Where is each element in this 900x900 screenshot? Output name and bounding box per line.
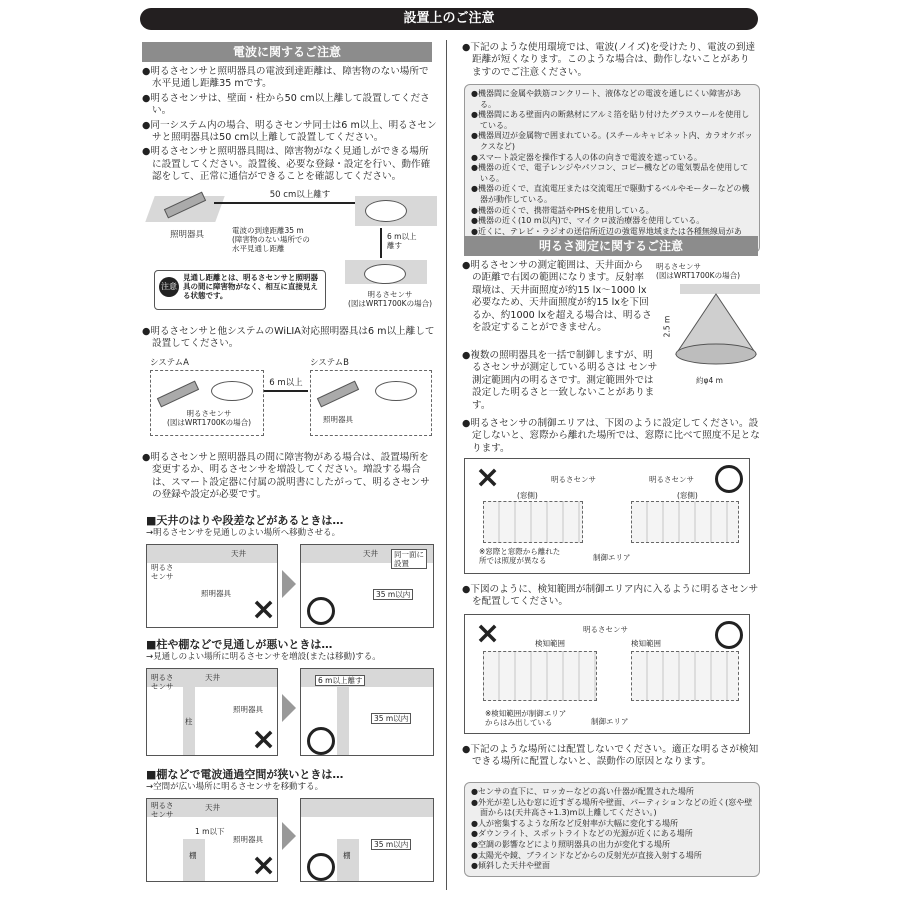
height-label: 2.5 m <box>662 315 672 338</box>
cone-shape <box>656 292 760 372</box>
case1-ng-box <box>146 544 278 628</box>
ceiling-label: 天井 <box>363 549 378 558</box>
case3-ng-box <box>146 798 278 882</box>
env-item: ●機器間に金属や鉄筋コンクリート、液体などの電波を通しにくい障害がある。 <box>471 89 742 109</box>
place-item: ●外光が差し込む窓に近すぎる場所や壁面、パーティションなどの近く(窓や壁面からは(天井高さ÷1.3)m以上離してください。) <box>471 797 753 818</box>
env-item: ●近くに、テレビ・ラジオの送信所近辺の強電界地域または各種無線局があ <box>471 226 742 236</box>
bullet: ●明るさセンサと他システムのWiLIA対応照明器具は6 m以上離して設置してください。 <box>142 326 435 350</box>
sensor-label: 明るさ センサ <box>151 563 174 581</box>
system-a-box <box>150 370 264 436</box>
ok-mark <box>307 597 335 625</box>
six-m-label: 6 m以上 離す <box>387 232 417 250</box>
dist-label: 35 m以内 <box>373 589 413 600</box>
luminaire-label: 照明器具 <box>323 415 353 424</box>
env-item: ●機器間にある壁面内の断熱材にアルミ箔を貼り付けたグラスウールを使用している。 <box>471 110 750 130</box>
bullet: ●下記のような場所には配置しないでください。適正な明るさが検知できる場所に配置しないと、誤動作の原因となります。 <box>462 744 759 768</box>
ng-mark: × <box>475 616 501 651</box>
detection-range-figure <box>464 614 750 734</box>
sensor-label: 明るさセンサ (図はWRT1700Kの場合) <box>656 262 741 280</box>
sensor-label: 明るさセンサ (図はWRT1700Kの場合) <box>166 409 252 427</box>
section-title-radio: 電波に関するご注意 <box>142 42 432 62</box>
env-item: ●機器の近くで、電子レンジやパソコン、コピー機などの電気製品を使用している。 <box>471 163 749 183</box>
env-list-box <box>464 84 760 253</box>
luminaire-label: 照明器具 <box>233 705 263 714</box>
brightness-p1 <box>462 260 652 336</box>
arrow-right-icon <box>282 694 296 722</box>
luminaire-icon <box>157 381 199 408</box>
attention-text: 見通し距離とは、明るさセンサと照明器具の間に障害物がなく、相互に直接見える状態です。 <box>183 273 318 300</box>
luminaire-label: 照明器具 <box>170 230 205 240</box>
sensor-icon <box>364 264 406 284</box>
page-title: 設置上のご注意 <box>140 8 758 30</box>
shelf <box>337 839 359 881</box>
case2-ng-box <box>146 668 278 756</box>
same-plane-label: 同一面に 設置 <box>391 549 427 569</box>
ng-mark: × <box>251 722 277 757</box>
control-area-ng <box>483 501 583 543</box>
ok-mark <box>307 853 335 881</box>
diameter-label: 約φ4 m <box>696 376 723 385</box>
ceiling-label: 天井 <box>231 549 246 558</box>
bullet: ●明るさセンサと照明器具の電波到達距離は、障害物のない場所で水平見通し距離35 mです。 <box>142 66 429 90</box>
dist-label: 35 m以内 <box>371 713 411 724</box>
sensor-label: 明るさ センサ <box>151 673 174 691</box>
luminaire-label: 照明器具 <box>201 589 231 598</box>
env-item: ●スマート設定器を操作する人の体の向きで電波を遮っている。 <box>471 152 702 162</box>
one-m-label: 1 m以下 <box>195 827 225 836</box>
six-m-label: 6 m以上離す <box>315 675 365 686</box>
case1-title: ■天井のはりや段差などがあるときは… <box>146 514 344 527</box>
system-b-label: システムB <box>310 358 349 368</box>
ceiling <box>301 799 433 817</box>
env-item: ●機器の近くで、直流電圧または交流電圧で駆動するベルやモーターなどの機器が動作している。 <box>471 184 750 204</box>
control-area-figure <box>464 458 750 574</box>
sensor-icon <box>365 200 407 222</box>
brightness-p5 <box>462 744 760 771</box>
area-label: 制御エリア <box>593 553 631 562</box>
control-area-ok <box>631 651 739 701</box>
section-title-brightness: 明るさ測定に関するご注意 <box>464 236 758 256</box>
ceiling-label: 天井 <box>205 803 220 812</box>
shelf-label: 棚 <box>189 851 197 860</box>
arrow-right-icon <box>282 570 296 598</box>
window-label: (窓側) <box>677 491 698 500</box>
attention-icon: 注意 <box>159 277 179 297</box>
control-area-ok <box>631 501 739 543</box>
noise-intro <box>462 42 758 81</box>
reach-label: 電波の到達距離35 m (障害物のない場所での 水平見通し距離 <box>232 226 310 253</box>
ceiling-label: 天井 <box>205 673 220 682</box>
place-item: ●人が密集するような所など反射率が大幅に変化する場所 <box>471 818 678 828</box>
pillar-label: 柱 <box>185 717 193 726</box>
bullet: ●明るさセンサは、壁面・柱から50 cm以上離して設置してください。 <box>142 92 430 117</box>
window-label: (窓側) <box>517 491 538 500</box>
attention-box <box>154 270 326 310</box>
place-item: ●太陽光や鏡、ブラインドなどからの反射光が直接入射する場所 <box>471 850 702 860</box>
bullet: ●複数の照明器具を一括で制御しますが、明るさセンサが測定している明るさは センサ測定範囲内の明るさです。測定範囲外では設定した明るさと一致しないことがあります。 <box>462 350 658 411</box>
system-b-box <box>310 370 432 436</box>
vertical-arrow <box>380 228 382 258</box>
ng-mark: × <box>251 592 277 627</box>
case1-ok-box <box>300 544 434 628</box>
sensor-label: 明るさセンサ (図はWRT1700Kの場合) <box>347 290 433 308</box>
dist-50-label: 50 cm以上離す <box>269 190 331 200</box>
radio-bullets <box>142 66 438 186</box>
note-label: ※窓際と窓際から離れた 所では照度が異なる <box>479 547 561 565</box>
shelf-label: 棚 <box>343 851 351 860</box>
area-label: 制御エリア <box>591 717 629 726</box>
case2-title: ■柱や棚などで見通しが悪いときは… <box>146 638 333 651</box>
bullet: ●明るさセンサの測定範囲は、天井面からの距離で右図の範囲になります。反射率環境は、天井面照度が約15 lx～1000 lx必要なため、天井面照度が約15 lxを下回るか、約1000 lxを超える場合は、明るさを設定することができません。 <box>462 260 652 334</box>
control-area-ng <box>483 651 597 701</box>
arrow-right-icon <box>282 822 296 850</box>
six-m-label: 6 m以上 <box>269 378 303 388</box>
case2-ok-box <box>300 668 434 756</box>
bullet: ●明るさセンサと照明器具の間に障害物がある場合は、設置場所を変更するか、明るさセンサを増設してください。増設する場合は、スマート設定器に付属の説明書にしたがって、明るさセンサの登録や設定が必要です。 <box>142 452 430 501</box>
sensor-label: 明るさセンサ <box>583 625 628 634</box>
place-item: ●傾斜した天井や壁面 <box>471 861 550 871</box>
place-item: ●センサの直下に、ロッカーなどの高い什器が配置された場所 <box>471 787 694 796</box>
pillar <box>337 687 349 755</box>
luminaire-label: 照明器具 <box>233 835 263 844</box>
place-item: ●空調の影響などにより照明器具の出力が変化する場所 <box>471 839 670 849</box>
bullet: ●明るさセンサと照明器具間は、障害物がなく見通しができる場所に設置してください。設置後、必要な登録・設定を行い、動作確認をして、正常に通信ができることを確認してください。 <box>142 146 431 183</box>
env-item: ●機器の近く(10 m以内)で、マイクロ波治療器を使用している。 <box>471 216 705 226</box>
bullet: ●下図のように、検知範囲が制御エリア内に入るように明るさセンサを配置してください。 <box>462 584 759 608</box>
bullet: ●明るさセンサの制御エリアは、下図のように設定してください。設定しないと、窓際から離れた場所では、窓際に比べて照度不足となります。 <box>462 418 760 454</box>
ceiling <box>147 545 277 563</box>
brightness-p4 <box>462 584 760 611</box>
case3-sub: →空間が広い場所に明るさセンサを移動する。 <box>146 782 324 792</box>
case3-title: ■棚などで電波通過空間が狭いときは… <box>146 768 344 781</box>
wilia-text <box>142 326 438 353</box>
sensor-label: 明るさセンサ <box>649 475 694 484</box>
dist-label: 35 m以内 <box>371 839 411 850</box>
ng-mark: × <box>475 460 501 495</box>
case1-sub: →明るさセンサを見通しのよい場所へ移動させる。 <box>146 528 341 538</box>
place-list-box <box>464 782 760 877</box>
column-divider <box>446 40 447 890</box>
brightness-p2 <box>462 350 658 414</box>
system-a-label: システムA <box>150 358 189 368</box>
radio-distance-figure <box>150 190 440 320</box>
ok-mark <box>715 621 743 649</box>
shelf <box>183 839 205 881</box>
sensor-icon <box>211 381 253 401</box>
luminaire-icon <box>317 381 359 408</box>
env-item: ●機器周辺が金属物で囲まれている。(スチールキャビネット内、カラオケボックスなど) <box>471 131 753 151</box>
env-item: ●機器の近くで、携帯電話やPHSを使用している。 <box>471 205 654 215</box>
ok-mark <box>715 465 743 493</box>
note-label: ※検知範囲が制御エリア からはみ出している <box>485 709 567 727</box>
arrow-line <box>264 390 308 392</box>
case3-ok-box <box>300 798 434 882</box>
case2-sub: →見通しのよい場所に明るさセンサを増設(または移動)する。 <box>146 652 381 662</box>
bullet: ●同一システム内の場合、明るさセンサ同士は6 m以上、明るさセンサと照明器具は50 cm以上離して設置してください。 <box>142 119 437 144</box>
obstacle-text <box>142 452 438 504</box>
sensor-icon <box>375 381 417 401</box>
ok-mark <box>307 727 335 755</box>
place-item: ●ダウンライト、スポットライトなどの光源が近くにある場所 <box>471 829 693 839</box>
ng-mark: × <box>251 848 277 883</box>
range-label: 検知範囲 <box>535 639 565 648</box>
sensor-label: 明るさセンサ <box>551 475 596 484</box>
bullet: ●下記のような使用環境では、電波(ノイズ)を受けたり、電波の到達距離が短くなります。このような場合は、動作しないことがありますのでご注意ください。 <box>462 42 756 78</box>
range-label: 検知範囲 <box>631 639 661 648</box>
brightness-p3 <box>462 418 760 457</box>
sensor-label: 明るさ センサ <box>151 801 174 819</box>
measure-range-figure <box>656 262 760 392</box>
